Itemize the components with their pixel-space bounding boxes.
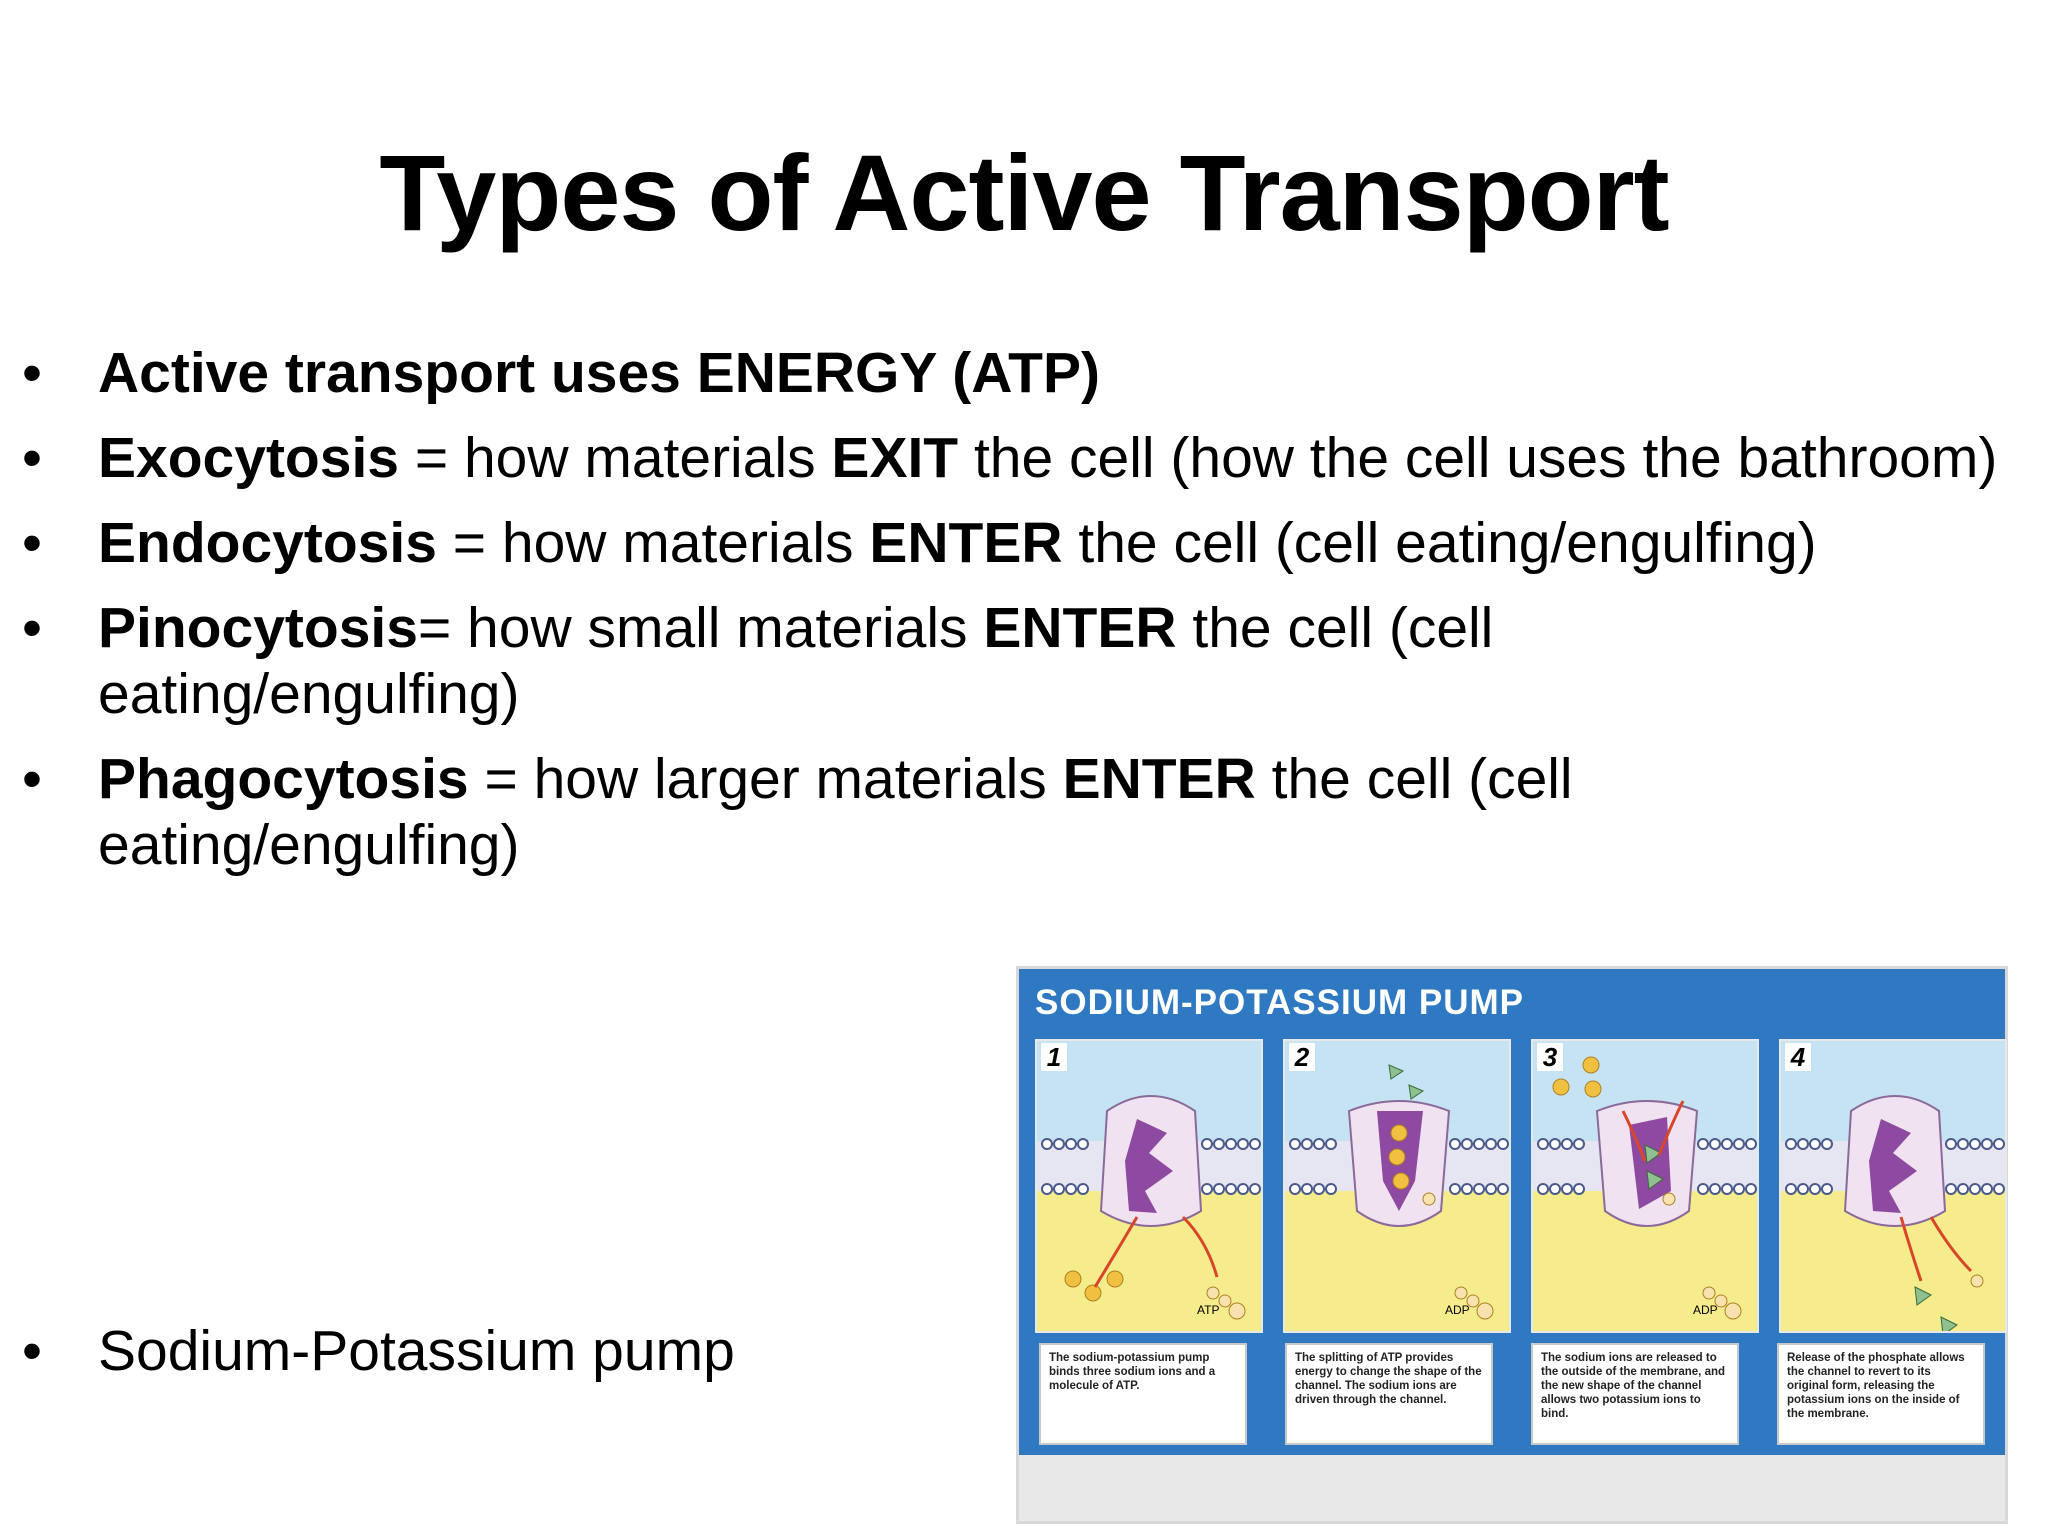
bullet-item-sodium-potassium (0, 1318, 735, 1384)
membrane-diagram (1037, 1041, 1263, 1333)
slide-title: Types of Active Transport (379, 132, 1669, 253)
panel-number: 1 (1041, 1043, 1067, 1071)
bullet-dot: • (22, 511, 42, 575)
bullet-item (0, 510, 2018, 576)
bullet-keyword: ENTER (983, 596, 1177, 660)
bullet-keyword: ENTER (869, 511, 1063, 575)
panel-caption: The sodium ions are released to the outside of the membrane, and the new shape of the channel allows two potassium ions to bind. (1531, 1343, 1739, 1445)
bullet-item (0, 746, 1758, 878)
panel-caption: The sodium-potassium pump binds three sodium ions and a molecule of ATP. (1039, 1343, 1247, 1445)
panel-caption: The splitting of ATP provides energy to change the shape of the channel. The sodium ions are driven through the channel. (1285, 1343, 1493, 1445)
bullet-text: Sodium-Potassium pump (98, 1319, 735, 1383)
bullet-text: = how larger materials (468, 747, 1063, 811)
pump-panel-2 (1283, 1039, 1511, 1333)
pump-panel-4 (1779, 1039, 2007, 1333)
bullet-term: Endocytosis (98, 511, 437, 575)
bullet-item (0, 595, 1718, 727)
membrane-diagram (1285, 1041, 1511, 1333)
bullet-text: = how materials (398, 426, 832, 490)
panel-number: 4 (1785, 1043, 1811, 1071)
bullet-term: Phagocytosis (98, 747, 469, 811)
bullet-text: = how materials (436, 511, 870, 575)
membrane-diagram (1781, 1041, 2007, 1333)
bullet-text: the cell (cell eating/engulfing) (98, 596, 1494, 726)
bullet-text: = how small materials (417, 596, 984, 660)
bullet-text: the cell (how the cell uses the bathroom) (958, 426, 1998, 490)
adp-label: ADP (1693, 1303, 1718, 1317)
membrane-diagram (1533, 1041, 1759, 1333)
bullet-keyword: EXIT (831, 426, 959, 490)
panel-number: 2 (1289, 1043, 1315, 1071)
pump-panel-1 (1035, 1039, 1263, 1333)
bullet-keyword: ENTER (1062, 747, 1256, 811)
bullet-item (0, 340, 2018, 406)
bullet-dot: • (22, 747, 42, 811)
bullet-dot: • (22, 341, 42, 405)
bullet-item (0, 425, 2018, 491)
bullet-dot: • (22, 1319, 42, 1383)
bullet-text: the cell (cell eating/engulfing) (1062, 511, 1817, 575)
bullet-dot: • (22, 426, 42, 490)
panel-caption: Release of the phosphate allows the channel to revert to its original form, releasing the potassium ions on the inside of the membrane. (1777, 1343, 1985, 1445)
bullet-term: Pinocytosis (98, 596, 418, 660)
bullet-text: the cell (cell eating/engulfing) (98, 747, 1573, 877)
bullet-term: Exocytosis (98, 426, 399, 490)
pump-panel-3 (1531, 1039, 1759, 1333)
figure-footer (1019, 1455, 2005, 1521)
bullet-bold-text: Active transport uses ENERGY (ATP) (98, 341, 1100, 405)
figure-title: SODIUM-POTASSIUM PUMP (1035, 983, 1524, 1022)
sodium-potassium-pump-figure (1016, 966, 2008, 1524)
adp-label: ADP (1445, 1303, 1470, 1317)
bullet-list (0, 340, 2048, 897)
atp-label: ATP (1197, 1303, 1220, 1317)
panel-number: 3 (1537, 1043, 1563, 1071)
bullet-dot: • (22, 596, 42, 660)
